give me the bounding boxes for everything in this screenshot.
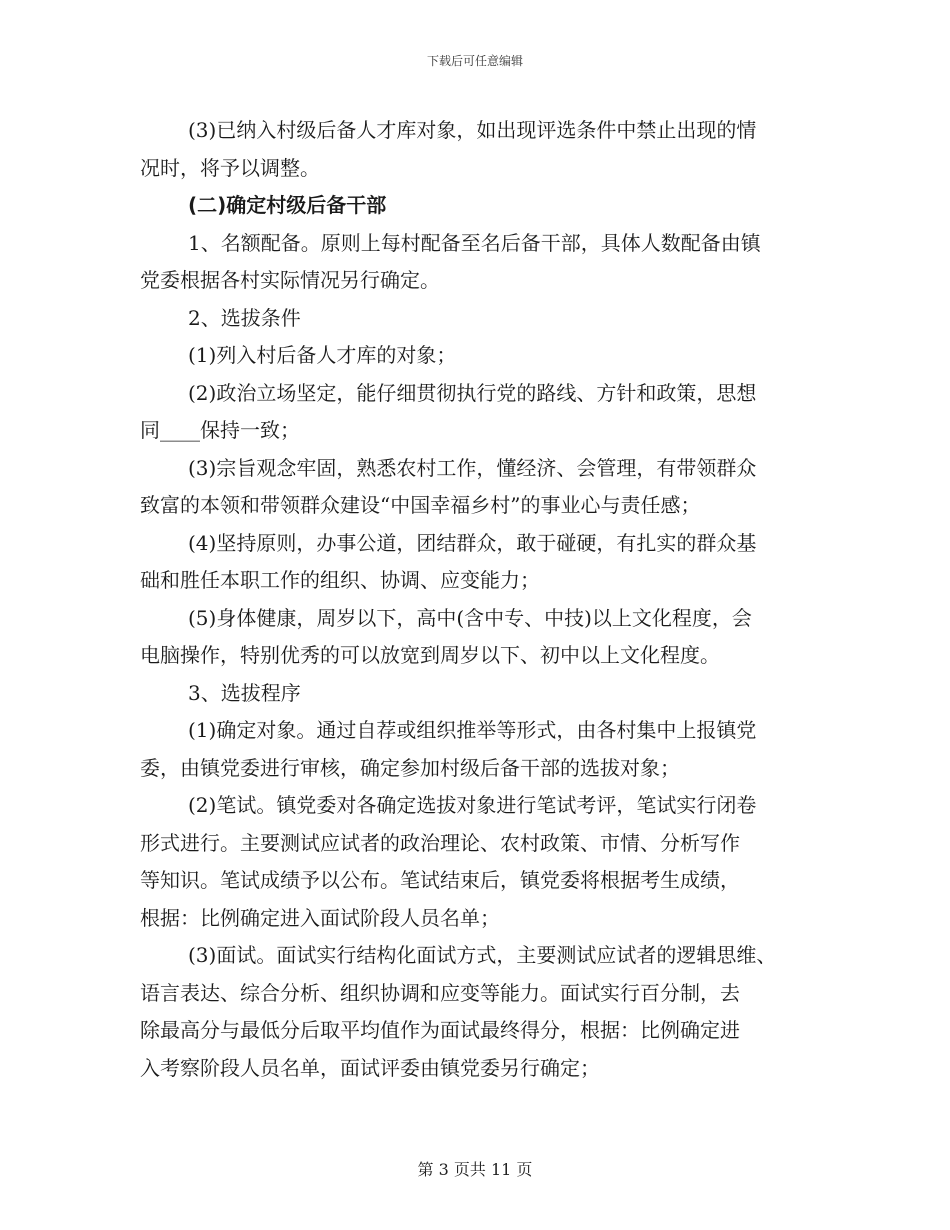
text-line: 致富的本领和带领群众建设“中国幸福乡村”的事业心与责任感； — [140, 493, 701, 517]
text-line: 2、选拔条件 — [188, 305, 301, 330]
text-line: (3)宗旨观念牢固，熟悉农村工作，懂经济、会管理，有带领群众 — [188, 455, 757, 480]
text-line: 础和胜任本职工作的组织、协调、应变能力； — [140, 568, 540, 592]
text-line: (3)已纳入村级后备人才库对象，如出现评选条件中禁止出现的情 — [188, 118, 757, 142]
text-line: 3、选拔程序 — [188, 680, 301, 705]
text-line: 况时，将予以调整。 — [140, 155, 320, 180]
text-line: 除最高分与最低分后取平均值作为面试最终得分，根据：比例确定进 — [140, 1018, 740, 1042]
text-line: 委，由镇党委进行审核，确定参加村级后备干部的选拔对象； — [140, 755, 680, 780]
text-line: (3)面试。面试实行结构化面试方式，主要测试应试者的逻辑思维、 — [188, 943, 777, 967]
text-line: (1)列入村后备人才库的对象； — [188, 343, 457, 367]
page-header: 下载后可任意编辑 — [426, 54, 523, 68]
text-line: 电脑操作，特别优秀的可以放宽到周岁以下、初中以上文化程度。 — [140, 643, 720, 667]
text-line: 形式进行。主要测试应试者的政治理论、农村政策、市情、分析写作 — [140, 830, 740, 855]
text-line: 等知识。笔试成绩予以公布。笔试结束后，镇党委将根据考生成绩， — [140, 868, 740, 892]
text-line: 同____保持一致； — [140, 418, 300, 442]
text-line: (1)确定对象。通过自荐或组织推举等形式，由各村集中上报镇党 — [188, 718, 757, 742]
text-line: (2)政治立场坚定，能仔细贯彻执行党的路线、方针和政策，思想 — [188, 380, 757, 405]
document-body — [140, 112, 820, 1087]
text-line: 根据：比例确定进入面试阶段人员名单； — [140, 905, 500, 930]
text-line: 1、名额配备。原则上每村配备至名后备干部，具体人数配备由镇 — [188, 230, 761, 255]
text-line: (2)笔试。镇党委对各确定选拔对象进行笔试考评，笔试实行闭卷 — [188, 793, 757, 817]
text-line: 语言表达、综合分析、组织协调和应变等能力。面试实行百分制，去 — [140, 980, 740, 1005]
section-heading: (二)确定村级后备干部 — [188, 193, 387, 217]
text-line: 党委根据各村实际情况另行确定。 — [140, 268, 440, 292]
text-line: (4)坚持原则，办事公道，团结群众，敢于碰硬，有扎实的群众基 — [188, 530, 757, 555]
text-line: (5)身体健康，周岁以下，高中(含中专、中技)以上文化程度，会 — [188, 605, 752, 630]
text-line: 入考察阶段人员名单，面试评委由镇党委另行确定； — [140, 1055, 600, 1080]
page-number-footer: 第 3 页共 11 页 — [417, 1160, 533, 1179]
